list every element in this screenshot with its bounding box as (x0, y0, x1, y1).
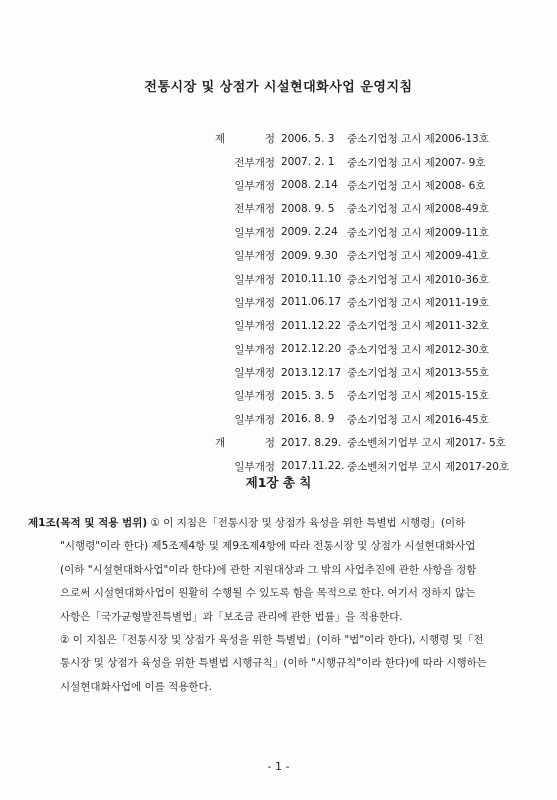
revision-entry (215, 174, 515, 197)
revision-notice: 중소기업청 고시 제2015-15호 (347, 390, 489, 403)
revision-notice: 중소기업청 고시 제2012-30호 (347, 343, 489, 356)
chapter-title: 제1장 총 칙 (245, 475, 312, 490)
revision-kind: 일부개정 (234, 367, 275, 380)
revision-entry (215, 431, 515, 454)
revision-kind: 일부개정 (234, 343, 275, 356)
revision-kind: 개 정 (215, 437, 275, 450)
revision-kind: 일부개정 (234, 179, 275, 192)
page-number: - 1 - (267, 760, 290, 773)
article-1-line: "시행령"이라 한다) 제5조제4항 및 제9조제4항에 따라 전통시장 및 상점가 시설현대화사업 (60, 540, 476, 553)
revision-notice: 중소기업청 고시 제2011-19호 (347, 296, 489, 309)
article-1 (28, 512, 528, 699)
revision-entry (215, 244, 515, 267)
revision-notice: 중소기업청 고시 제2011-32호 (347, 320, 489, 333)
revision-notice: 중소기업청 고시 제2013-55호 (347, 367, 489, 380)
revision-kind: 전부개정 (234, 156, 275, 169)
revision-kind: 일부개정 (234, 390, 275, 403)
revision-notice: 중소기업청 고시 제2009-41호 (347, 250, 489, 263)
revision-date: 2012.12.20 (281, 343, 342, 356)
revision-date: 2013.12.17 (281, 366, 342, 379)
revision-kind: 일부개정 (234, 273, 275, 286)
revision-notice: 중소벤처기업부 고시 제2017- 5호 (347, 437, 506, 450)
revision-kind: 전부개정 (234, 203, 275, 216)
revision-entry (215, 361, 515, 384)
revision-kind: 일부개정 (234, 250, 275, 263)
article-1-line: 으로써 시설현대화사업이 원활히 수행될 수 있도록 함을 목적으로 한다. 여기서 정하지 않는 (60, 587, 476, 600)
revision-kind: 일부개정 (234, 413, 275, 426)
article-1-line: 통시장 및 상점가 육성을 위한 특별법 시행규칙」(이하 "시행규칙"이라 한다)에 따라 시행하는 (60, 657, 487, 670)
revision-kind: 제 정 (215, 133, 275, 146)
revision-notice: 중소기업청 고시 제2007- 9호 (347, 156, 486, 169)
article-1-line (28, 512, 528, 535)
revision-entry (215, 314, 515, 337)
revision-entry (215, 150, 515, 173)
revision-date: 2017. 8.29. (281, 436, 342, 449)
revision-date: 2009. 2.24 (281, 226, 338, 239)
revision-date: 2008. 9. 5 (281, 202, 335, 215)
article-1-line: ② 이 지침은「전통시장 및 상점가 육성을 위한 특별법」(이하 "법"이라 한다), 시행령 및「전 (60, 634, 484, 647)
revision-entry (215, 291, 515, 314)
revision-date: 2017.11.22. (281, 460, 345, 473)
document-title: 전통시장 및 상점가 시설현대화사업 운영지침 (144, 80, 413, 95)
article-heading: 제1조(목적 및 적용 범위) (28, 517, 148, 529)
revision-date: 2006. 5. 3 (281, 132, 335, 145)
revision-date: 2010.11.10 (281, 273, 342, 286)
revision-kind: 일부개정 (234, 296, 275, 309)
revision-date: 2009. 9.30 (281, 249, 338, 262)
revision-notice: 중소기업청 고시 제2008- 6호 (347, 179, 486, 192)
revision-entry (215, 197, 515, 220)
revision-notice: 중소기업청 고시 제2016-45호 (347, 413, 489, 426)
revision-date: 2016. 8. 9 (281, 413, 335, 426)
revision-entry (215, 338, 515, 361)
revision-history (215, 127, 515, 478)
revision-entry (215, 221, 515, 244)
revision-entry (215, 127, 515, 150)
revision-notice: 중소기업청 고시 제2006-13호 (347, 133, 489, 146)
article-1-line: 시설현대화사업에 이를 적용한다. (60, 680, 213, 693)
revision-kind: 일부개정 (234, 226, 275, 239)
revision-date: 2011.06.17 (281, 296, 342, 309)
revision-date: 2015. 3. 5 (281, 389, 335, 402)
article-1-line: 사항은「국가균형발전특별법」과「보조금 관리에 관한 법률」을 적용한다. (60, 610, 403, 623)
revision-date: 2011.12.22 (281, 319, 342, 332)
revision-kind: 일부개정 (234, 460, 275, 473)
revision-notice: 중소기업청 고시 제2008-49호 (347, 203, 489, 216)
revision-entry (215, 384, 515, 407)
revision-notice: 중소기업청 고시 제2010-36호 (347, 273, 489, 286)
revision-entry (215, 408, 515, 431)
revision-date: 2007. 2. 1 (281, 156, 335, 169)
revision-notice: 중소기업청 고시 제2009-11호 (347, 226, 489, 239)
article-1-line: (이하 "시설현대화사업"이라 한다)에 관한 지원대상과 그 밖의 사업추진에 관한 사항을 정함 (60, 563, 477, 576)
revision-notice: 중소벤처기업부 고시 제2017-20호 (347, 460, 510, 473)
revision-date: 2008. 2.14 (281, 179, 338, 192)
revision-kind: 일부개정 (234, 320, 275, 333)
paragraph-text: ① 이 지침은「전통시장 및 상점가 육성을 위한 특별법 시행령」(이하 (147, 517, 466, 529)
revision-entry (215, 267, 515, 290)
